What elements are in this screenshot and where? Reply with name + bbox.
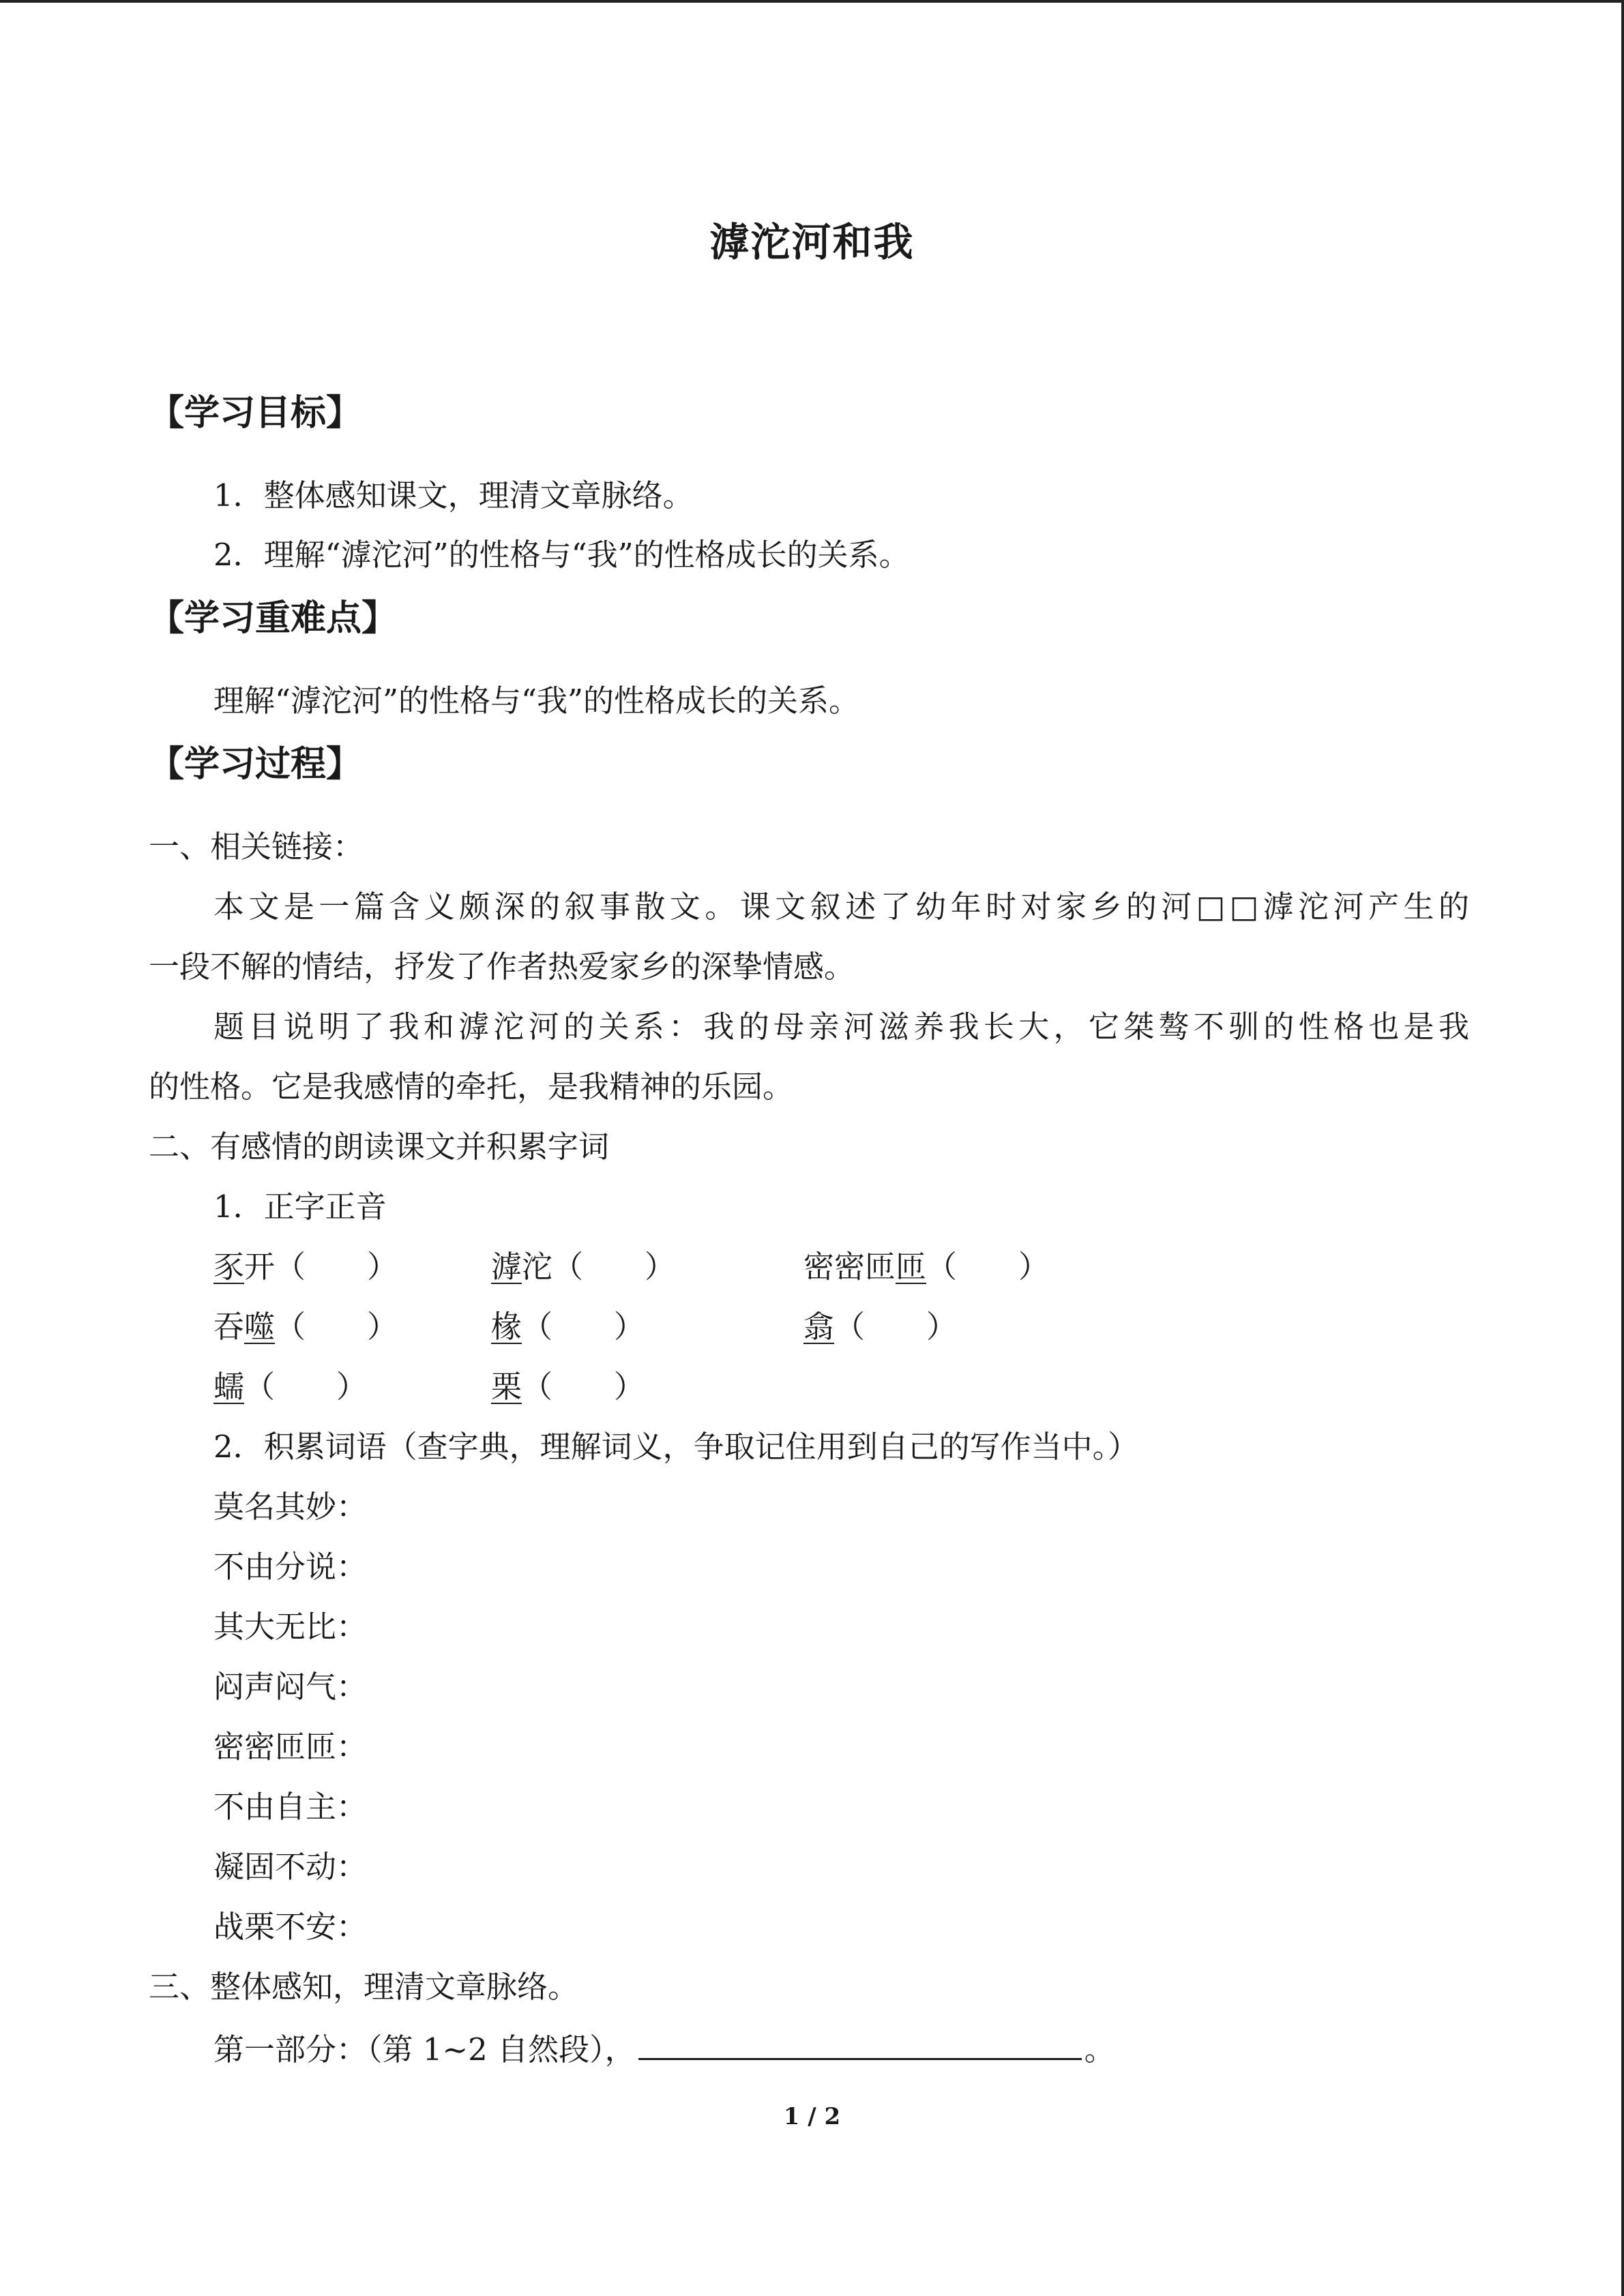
vocab-word: 凝固不动：	[213, 1849, 368, 1885]
pinyin-item: 栗（ ）	[491, 1369, 645, 1405]
vocab-word: 不由自主：	[213, 1789, 368, 1825]
pinyin-item: 吞噬（ ）	[213, 1309, 398, 1345]
key-points-text: 理解“滹沱河”的性格与“我”的性格成长的关系。	[213, 683, 860, 719]
vocab-word: 战栗不安：	[213, 1909, 368, 1945]
pinyin-item: 翕（ ）	[803, 1309, 958, 1345]
page-top-border	[0, 0, 1624, 3]
pinyin-item: 椽（ ）	[491, 1309, 645, 1345]
part1-para1-line1: 本文是一篇含义颇深的叙事散文。课文叙述了幼年时对家乡的河□□滹沱河产生的	[213, 889, 1469, 925]
part2-heading: 二、有感情的朗读课文并积累字词	[149, 1129, 610, 1165]
process-heading: 【学习过程】	[149, 744, 362, 785]
part1-para2-line2: 的性格。它是我感情的牵托，是我精神的乐园。	[149, 1069, 794, 1105]
part1-heading: 一、相关链接：	[149, 829, 364, 865]
vocab-word: 不由分说：	[213, 1549, 368, 1585]
vocab-word: 密密匝匝：	[213, 1729, 368, 1765]
pinyin-item: 滹沱（ ）	[491, 1249, 676, 1285]
pinyin-item: 密密匝匝（ ）	[803, 1249, 1050, 1285]
part3-heading: 三、整体感知，理清文章脉络。	[149, 1969, 579, 2005]
key-points-heading: 【学习重难点】	[149, 598, 398, 639]
objective-item-2: 2．理解“滹沱河”的性格与“我”的性格成长的关系。	[213, 537, 910, 573]
part2-sub2: 2．积累词语（查字典，理解词义，争取记住用到自己的写作当中。）	[213, 1429, 1139, 1465]
page-right-border	[1621, 0, 1624, 2296]
objectives-heading: 【学习目标】	[149, 393, 362, 434]
pinyin-item: 蠕（ ）	[213, 1369, 368, 1405]
vocab-word: 其大无比：	[213, 1609, 368, 1645]
part1-para2-line1: 题目说明了我和滹沱河的关系：我的母亲河滋养我长大，它桀骜不驯的性格也是我	[213, 1009, 1469, 1045]
page-number: 1 / 2	[783, 2103, 841, 2130]
vocab-word: 闷声闷气：	[213, 1669, 368, 1705]
page-title: 滹沱河和我	[709, 219, 915, 265]
answer-blank[interactable]	[638, 2027, 1082, 2060]
part1-para1-line2: 一段不解的情结，抒发了作者热爱家乡的深挚情感。	[149, 949, 855, 985]
part2-sub1: 1．正字正音	[213, 1189, 387, 1225]
first-part-line: 第一部分：（第 1~2 自然段）， 。	[213, 2027, 1115, 2070]
pinyin-item: 豕开（ ）	[213, 1249, 398, 1285]
vocab-word: 莫名其妙：	[213, 1489, 368, 1525]
objective-item-1: 1．整体感知课文，理清文章脉络。	[213, 477, 694, 513]
